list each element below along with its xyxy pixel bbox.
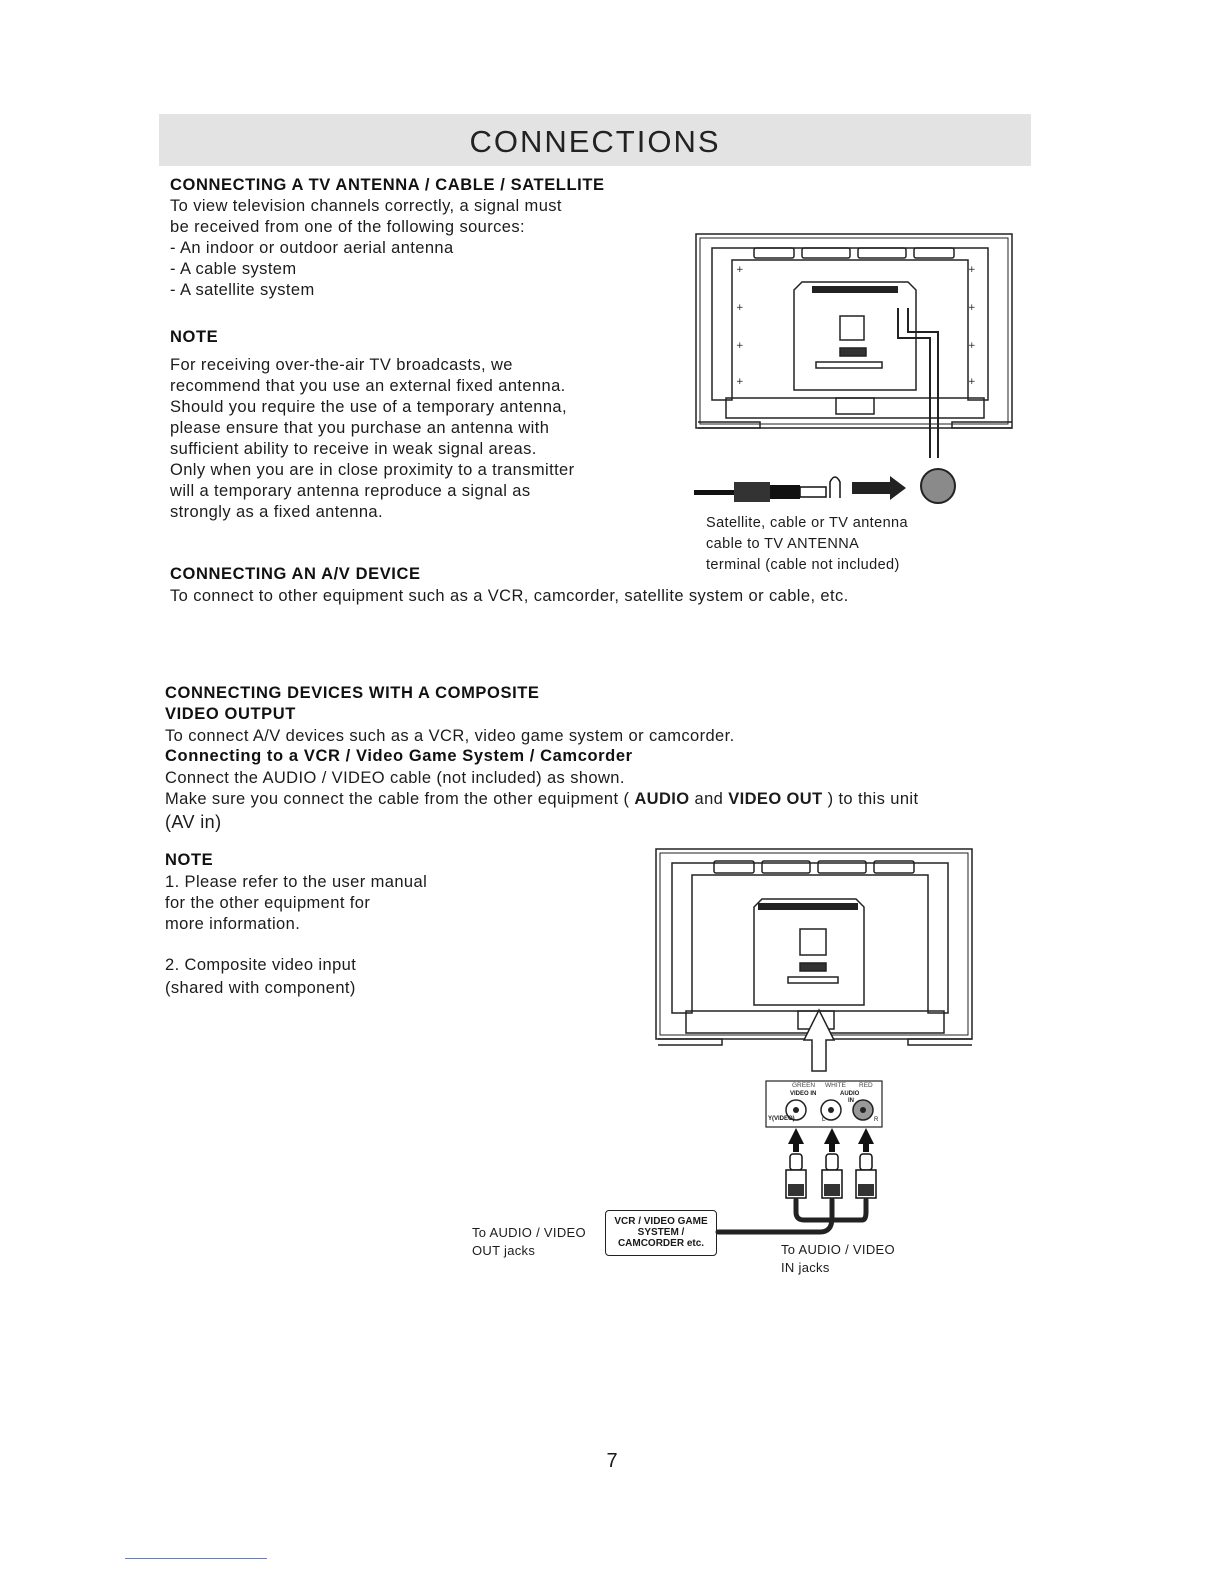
in-line: To AUDIO / VIDEO	[781, 1242, 895, 1257]
label-green: GREEN	[792, 1082, 816, 1089]
note-line: please ensure that you purchase an antenna with	[170, 419, 550, 437]
svg-text:+: +	[968, 303, 976, 313]
antenna-caption	[706, 513, 908, 576]
caption-line: Satellite, cable or TV antenna	[706, 515, 908, 531]
footer-divider	[125, 1558, 267, 1559]
line3-video-out: VIDEO OUT	[728, 790, 823, 808]
tv-antenna-diagram	[690, 230, 1020, 515]
note1-line: for the other equipment for	[165, 894, 371, 912]
antenna-line: - A cable system	[170, 260, 297, 278]
page-number: 7	[606, 1450, 618, 1472]
note2-line: (shared with component)	[165, 979, 356, 997]
composite-note-2	[165, 954, 356, 1000]
note-line: For receiving over-the-air TV broadcasts, we	[170, 356, 513, 374]
line3-and: and	[694, 790, 724, 808]
note-line: Should you require the use of a temporary antenna,	[170, 398, 567, 416]
label-yvideo: Y(VIDEO)	[768, 1116, 795, 1122]
out-jacks-label	[472, 1224, 586, 1260]
antenna-text	[170, 196, 562, 301]
composite-note-heading: NOTE	[165, 851, 214, 869]
antenna-heading: CONNECTING A TV ANTENNA / CABLE / SATELLITE	[170, 176, 605, 194]
antenna-line: - An indoor or outdoor aerial antenna	[170, 239, 454, 257]
svg-text:+: +	[736, 341, 744, 351]
av-heading: CONNECTING AN A/V DEVICE	[170, 565, 421, 583]
composite-subheading: Connecting to a VCR / Video Game System / Camcorder	[165, 747, 633, 765]
note1-line: more information.	[165, 915, 301, 933]
page-title: CONNECTIONS	[469, 124, 721, 159]
label-audio: AUDIO	[840, 1091, 860, 1097]
note1-line: 1. Please refer to the user manual	[165, 873, 428, 891]
note-line: strongly as a fixed antenna.	[170, 503, 383, 521]
svg-text:+: +	[968, 377, 976, 387]
svg-text:+: +	[736, 303, 744, 313]
antenna-note-heading: NOTE	[170, 328, 219, 346]
antenna-line: - A satellite system	[170, 281, 315, 299]
note2-line: 2. Composite video input	[165, 956, 357, 974]
antenna-line: To view television channels correctly, a signal must	[170, 197, 562, 215]
line3-pre: Make sure you connect the cable from the other equipment (	[165, 790, 630, 808]
note-line: sufficient ability to receive in weak signal areas.	[170, 440, 537, 458]
composite-line-4: (AV in)	[165, 812, 222, 832]
composite-line-1: To connect A/V devices such as a VCR, video game system or camcorder.	[165, 727, 735, 745]
composite-note-1	[165, 872, 427, 935]
caption-line: terminal (cable not included)	[706, 557, 900, 573]
label-red: RED	[859, 1082, 873, 1089]
note-line: Only when you are in close proximity to a transmitter	[170, 461, 575, 479]
label-in: IN	[848, 1098, 854, 1104]
label-video-in: VIDEO IN	[790, 1091, 817, 1097]
note-line: recommend that you use an external fixed antenna.	[170, 377, 566, 395]
device-line: VCR / VIDEO GAME	[614, 1216, 708, 1227]
caption-line: cable to TV ANTENNA	[706, 536, 860, 552]
out-line: OUT jacks	[472, 1243, 536, 1258]
device-box	[605, 1210, 717, 1256]
out-line: To AUDIO / VIDEO	[472, 1225, 586, 1240]
svg-text:+: +	[736, 377, 744, 387]
line3-audio: AUDIO	[634, 790, 690, 808]
label-l: L	[822, 1117, 826, 1123]
label-white: WHITE	[825, 1082, 846, 1089]
composite-line-3	[165, 789, 918, 810]
label-r: R	[874, 1117, 879, 1123]
svg-text:+: +	[968, 265, 976, 275]
device-line: CAMCORDER etc.	[617, 1238, 705, 1249]
in-jacks-label	[781, 1241, 895, 1277]
antenna-note-text	[170, 355, 575, 523]
line3-post: ) to this unit	[827, 790, 919, 808]
section-banner	[159, 114, 1031, 166]
composite-heading-2: VIDEO OUTPUT	[165, 705, 296, 723]
in-line: IN jacks	[781, 1260, 830, 1275]
svg-text:+: +	[736, 265, 744, 275]
av-text: To connect to other equipment such as a VCR, camcorder, satellite system or cable, etc.	[170, 587, 849, 605]
antenna-line: be received from one of the following sources:	[170, 218, 525, 236]
note-line: will a temporary antenna reproduce a signal as	[170, 482, 531, 500]
device-line: SYSTEM /	[637, 1227, 685, 1238]
svg-text:+: +	[968, 341, 976, 351]
composite-heading-1: CONNECTING DEVICES WITH A COMPOSITE	[165, 684, 540, 702]
composite-line-2: Connect the AUDIO / VIDEO cable (not included) as shown.	[165, 769, 625, 787]
